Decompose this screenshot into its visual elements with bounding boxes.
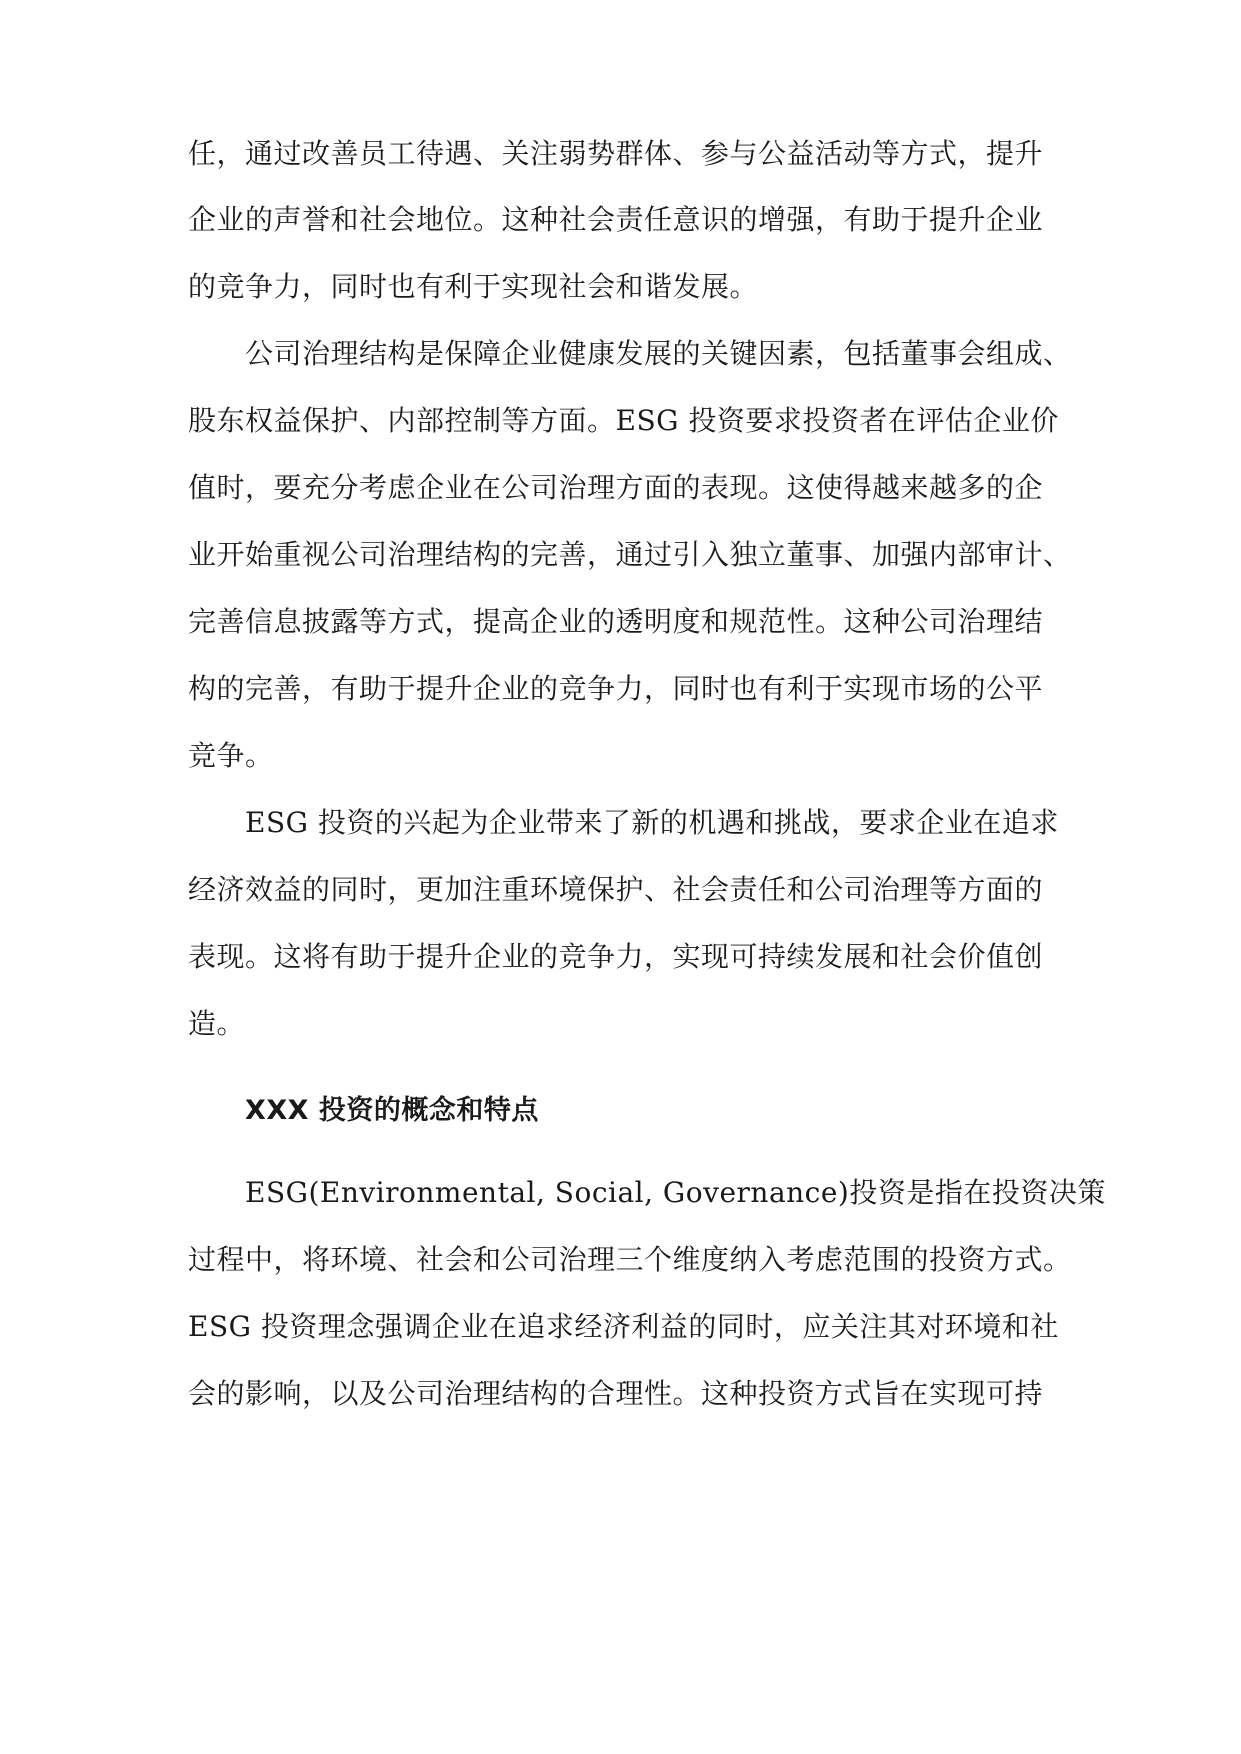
section-heading: XXX 投资的概念和特点 — [245, 1095, 539, 1126]
paragraph-3-line-4: 造。 — [188, 1007, 246, 1040]
paragraph-3-line-2: 经济效益的同时，更加注重环境保护、社会责任和公司治理等方面的 — [188, 873, 1044, 906]
paragraph-2-line-2: 股东权益保护、内部控制等方面。ESG 投资要求投资者在评估企业价 — [188, 404, 1059, 437]
paragraph-2-line-7: 竞争。 — [188, 739, 274, 772]
paragraph-2-line-1: 公司治理结构是保障企业健康发展的关键因素，包括董事会组成、 — [245, 337, 1072, 370]
paragraph-1-line-1: 任，通过改善员工待遇、关注弱势群体、参与公益活动等方式，提升 — [188, 137, 1044, 170]
paragraph-3-line-1: ESG 投资的兴起为企业带来了新的机遇和挑战，要求企业在追求 — [245, 806, 1059, 839]
paragraph-2-line-4: 业开始重视公司治理结构的完善，通过引入独立董事、加强内部审计、 — [188, 538, 1072, 571]
paragraph-4-line-1: ESG(Environmental, Social, Governance)投资是指在投资决策 — [245, 1176, 1106, 1209]
paragraph-4-line-2: 过程中，将环境、社会和公司治理三个维度纳入考虑范围的投资方式。 — [188, 1243, 1072, 1276]
paragraph-2-line-6: 构的完善，有助于提升企业的竞争力，同时也有利于实现市场的公平 — [188, 672, 1044, 705]
paragraph-1-line-3: 的竞争力，同时也有利于实现社会和谐发展。 — [188, 270, 759, 303]
paragraph-4-line-4: 会的影响，以及公司治理结构的合理性。这种投资方式旨在实现可持 — [188, 1377, 1044, 1410]
paragraph-2-line-5: 完善信息披露等方式，提高企业的透明度和规范性。这种公司治理结 — [188, 605, 1044, 638]
paragraph-3-line-3: 表现。这将有助于提升企业的竞争力，实现可持续发展和社会价值创 — [188, 940, 1044, 973]
paragraph-4-line-3: ESG 投资理念强调企业在追求经济利益的同时，应关注其对环境和社 — [188, 1310, 1059, 1343]
paragraph-2-line-3: 值时，要充分考虑企业在公司治理方面的表现。这使得越来越多的企 — [188, 471, 1044, 504]
paragraph-1-line-2: 企业的声誉和社会地位。这种社会责任意识的增强，有助于提升企业 — [188, 203, 1044, 236]
